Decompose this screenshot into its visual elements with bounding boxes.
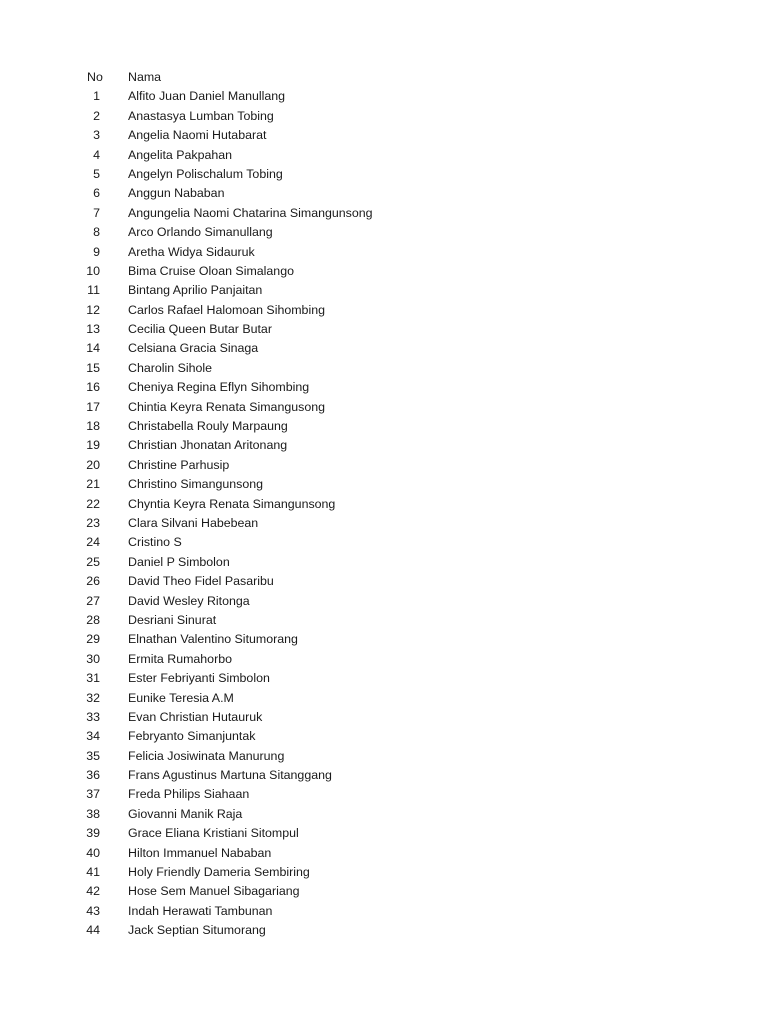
row-name: Arco Orlando Simanullang bbox=[128, 225, 273, 240]
row-number: 22 bbox=[86, 496, 100, 511]
row-name: Cecilia Queen Butar Butar bbox=[128, 322, 272, 337]
table-row bbox=[0, 921, 768, 940]
row-number: 31 bbox=[86, 671, 100, 686]
table-row bbox=[0, 708, 768, 727]
row-number: 34 bbox=[86, 729, 100, 744]
table-row bbox=[0, 630, 768, 649]
row-name: Charolin Sihole bbox=[128, 360, 213, 375]
table-row bbox=[0, 320, 768, 339]
row-number: 5 bbox=[93, 166, 100, 181]
table-row bbox=[0, 87, 768, 106]
row-number: 25 bbox=[86, 554, 100, 569]
header-no: No bbox=[87, 70, 103, 84]
table-row bbox=[0, 107, 768, 126]
table-row bbox=[0, 456, 768, 475]
row-number: 15 bbox=[86, 360, 100, 375]
row-name: Febryanto Simanjuntak bbox=[128, 729, 256, 744]
table-row bbox=[0, 572, 768, 591]
table-row bbox=[0, 669, 768, 688]
table-row bbox=[0, 359, 768, 378]
row-number: 36 bbox=[86, 768, 100, 783]
table-row bbox=[0, 146, 768, 165]
row-name: Ester Febriyanti Simbolon bbox=[128, 671, 270, 686]
row-name: Indah Herawati Tambunan bbox=[128, 903, 273, 918]
row-name: Clara Silvani Habebean bbox=[128, 515, 259, 530]
table-body bbox=[0, 87, 768, 940]
table-row bbox=[0, 243, 768, 262]
table-row bbox=[0, 902, 768, 921]
row-number: 43 bbox=[86, 903, 100, 918]
table-row bbox=[0, 553, 768, 572]
table-row bbox=[0, 533, 768, 552]
row-name: Bintang Aprilio Panjaitan bbox=[128, 283, 263, 298]
row-name: Anggun Nababan bbox=[128, 186, 225, 201]
table-row bbox=[0, 863, 768, 882]
row-number: 4 bbox=[93, 147, 100, 162]
table-row bbox=[0, 766, 768, 785]
table-row bbox=[0, 378, 768, 397]
row-name: Christino Simangunsong bbox=[128, 477, 263, 492]
row-name: Holy Friendly Dameria Sembiring bbox=[128, 865, 310, 880]
table-row bbox=[0, 650, 768, 669]
table-row bbox=[0, 262, 768, 281]
name-list-table bbox=[0, 68, 768, 941]
row-number: 3 bbox=[93, 128, 100, 143]
table-row bbox=[0, 747, 768, 766]
row-number: 10 bbox=[86, 263, 100, 278]
row-number: 44 bbox=[86, 923, 100, 938]
row-name: Cristino S bbox=[128, 535, 182, 550]
row-name: Cheniya Regina Eflyn Sihombing bbox=[128, 380, 310, 395]
row-name: David Wesley Ritonga bbox=[128, 593, 250, 608]
row-name: Celsiana Gracia Sinaga bbox=[128, 341, 259, 356]
row-number: 39 bbox=[86, 826, 100, 841]
row-number: 24 bbox=[86, 535, 100, 550]
row-name: Christine Parhusip bbox=[128, 457, 230, 472]
row-name: Daniel P Simbolon bbox=[128, 554, 230, 569]
row-number: 17 bbox=[86, 399, 100, 414]
row-number: 11 bbox=[87, 283, 100, 298]
row-name: Evan Christian Hutauruk bbox=[128, 709, 263, 724]
table-row bbox=[0, 281, 768, 300]
row-number: 12 bbox=[86, 302, 100, 317]
row-number: 18 bbox=[86, 419, 100, 434]
row-number: 41 bbox=[86, 865, 100, 880]
header-nama: Nama bbox=[128, 70, 162, 84]
table-row bbox=[0, 592, 768, 611]
row-name: Eunike Teresia A.M bbox=[128, 690, 234, 705]
table-row bbox=[0, 689, 768, 708]
row-number: 35 bbox=[86, 748, 100, 763]
row-number: 8 bbox=[93, 225, 100, 240]
row-number: 29 bbox=[86, 632, 100, 647]
row-name: Anastasya Lumban Tobing bbox=[128, 108, 274, 123]
table-row bbox=[0, 495, 768, 514]
row-name: Felicia Josiwinata Manurung bbox=[128, 748, 285, 763]
row-name: Frans Agustinus Martuna Sitanggang bbox=[128, 768, 332, 783]
row-name: Desriani Sinurat bbox=[128, 612, 217, 627]
row-number: 7 bbox=[93, 205, 100, 220]
table-row bbox=[0, 844, 768, 863]
row-name: Hose Sem Manuel Sibagariang bbox=[128, 884, 300, 899]
table-row bbox=[0, 611, 768, 630]
row-number: 28 bbox=[86, 612, 100, 627]
table-row bbox=[0, 514, 768, 533]
row-name: Angelia Naomi Hutabarat bbox=[128, 128, 267, 143]
row-name: Elnathan Valentino Situmorang bbox=[128, 632, 298, 647]
table-row bbox=[0, 184, 768, 203]
table-header-row bbox=[0, 68, 768, 87]
table-row bbox=[0, 475, 768, 494]
row-name: Bima Cruise Oloan Simalango bbox=[128, 263, 294, 278]
row-number: 27 bbox=[86, 593, 100, 608]
row-number: 6 bbox=[93, 186, 100, 201]
row-number: 1 bbox=[93, 89, 100, 104]
row-name: Angelyn Polischalum Tobing bbox=[128, 166, 283, 181]
row-number: 2 bbox=[93, 108, 100, 123]
table-row bbox=[0, 436, 768, 455]
row-name: Grace Eliana Kristiani Sitompul bbox=[128, 826, 299, 841]
row-name: Hilton Immanuel Nababan bbox=[128, 845, 272, 860]
row-number: 30 bbox=[86, 651, 100, 666]
row-name: Freda Philips Siahaan bbox=[128, 787, 250, 802]
row-name: Christabella Rouly Marpaung bbox=[128, 419, 288, 434]
row-name: Aretha Widya Sidauruk bbox=[128, 244, 255, 259]
row-name: Alfito Juan Daniel Manullang bbox=[128, 89, 286, 104]
table-row bbox=[0, 727, 768, 746]
row-number: 14 bbox=[86, 341, 100, 356]
row-name: David Theo Fidel Pasaribu bbox=[128, 574, 274, 589]
row-name: Chyntia Keyra Renata Simangunsong bbox=[128, 496, 336, 511]
row-name: Chintia Keyra Renata Simangusong bbox=[128, 399, 325, 414]
table-row bbox=[0, 882, 768, 901]
row-name: Angelita Pakpahan bbox=[128, 147, 233, 162]
row-number: 38 bbox=[86, 806, 100, 821]
table-row bbox=[0, 165, 768, 184]
table-row bbox=[0, 805, 768, 824]
row-number: 40 bbox=[86, 845, 100, 860]
table-row bbox=[0, 785, 768, 804]
table-row bbox=[0, 204, 768, 223]
row-number: 20 bbox=[86, 457, 100, 472]
table-row bbox=[0, 301, 768, 320]
row-number: 26 bbox=[86, 574, 100, 589]
table-row bbox=[0, 398, 768, 417]
row-number: 37 bbox=[86, 787, 100, 802]
table-row bbox=[0, 824, 768, 843]
row-name: Jack Septian Situmorang bbox=[128, 923, 266, 938]
row-name: Christian Jhonatan Aritonang bbox=[128, 438, 288, 453]
row-name: Giovanni Manik Raja bbox=[128, 806, 243, 821]
table-row bbox=[0, 126, 768, 145]
table-row bbox=[0, 417, 768, 436]
row-number: 32 bbox=[86, 690, 100, 705]
table-row bbox=[0, 223, 768, 242]
row-number: 19 bbox=[86, 438, 100, 453]
row-name: Carlos Rafael Halomoan Sihombing bbox=[128, 302, 325, 317]
row-number: 13 bbox=[86, 322, 100, 337]
row-name: Ermita Rumahorbo bbox=[128, 651, 232, 666]
row-number: 42 bbox=[86, 884, 100, 899]
table-row bbox=[0, 339, 768, 358]
row-number: 16 bbox=[86, 380, 100, 395]
row-number: 21 bbox=[86, 477, 100, 492]
row-number: 33 bbox=[86, 709, 100, 724]
row-number: 23 bbox=[86, 515, 100, 530]
row-number: 9 bbox=[93, 244, 100, 259]
row-name: Angungelia Naomi Chatarina Simangunsong bbox=[128, 205, 373, 220]
